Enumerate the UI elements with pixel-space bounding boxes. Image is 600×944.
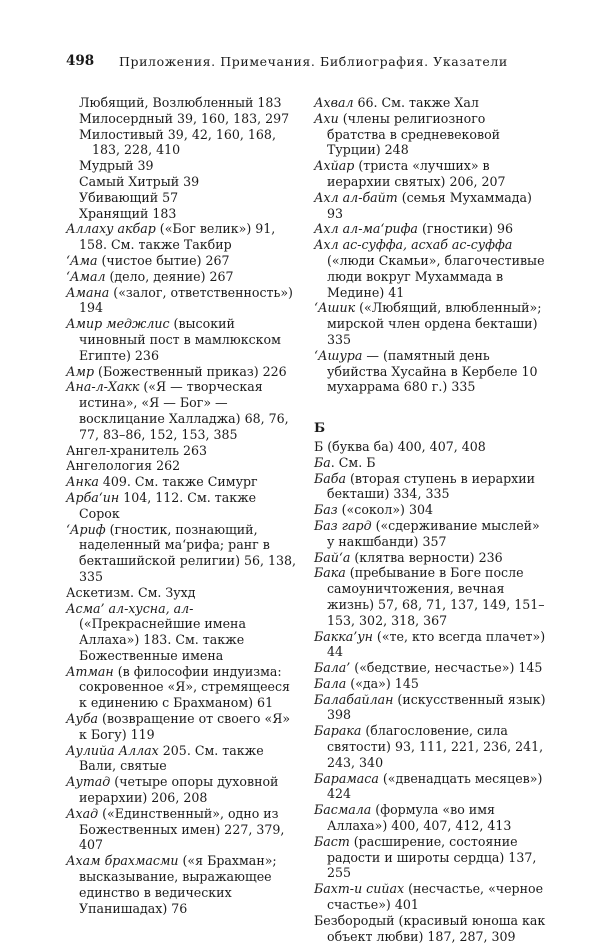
index-entry xyxy=(314,502,546,518)
index-text: 66. См. также Хал xyxy=(353,95,479,110)
index-text: Безбородый (красивый юноша как объект любви) 187, 287, 309 xyxy=(314,912,546,944)
index-text: Самый Хитрый 39 xyxy=(79,173,200,189)
index-entry xyxy=(314,348,546,395)
index-text: Ангел-хранитель 263 xyxy=(66,442,208,458)
index-term: Бала’ xyxy=(314,660,351,676)
index-entry xyxy=(66,490,298,522)
index-entry xyxy=(314,158,546,190)
index-term: Ба xyxy=(314,454,331,470)
section-letter: Б xyxy=(314,421,326,437)
index-text: (гностик, познающий, наделенный ма‘рифа; ранг в бекташийской религии) 56, 138, 335 xyxy=(79,521,297,584)
page-number: 498 xyxy=(66,53,95,69)
index-term: Ахл ал-байт xyxy=(314,189,398,205)
index-entry xyxy=(66,158,298,174)
index-entry xyxy=(314,771,546,803)
index-term: Амр xyxy=(66,363,95,379)
index-term: ‘Ашура xyxy=(314,347,363,363)
index-entry xyxy=(314,723,546,770)
index-term: Бахт-и сийах xyxy=(314,881,405,897)
index-entry xyxy=(314,471,546,503)
index-entry xyxy=(66,111,298,127)
index-term: Басмала xyxy=(314,802,372,818)
index-entry xyxy=(314,190,546,222)
index-text: 409. См. также Симург xyxy=(98,474,258,490)
index-text: 205. См. также Вали, святые xyxy=(79,742,264,774)
index-text: («Бог велик») 91, 158. См. также Такбир xyxy=(79,221,276,253)
index-text: (семья Мухаммада) 93 xyxy=(327,189,532,221)
index-text: («Единственный», одно из Божественных имен) 227, 379, 407 xyxy=(79,805,285,853)
index-entry xyxy=(314,439,546,455)
index-text: («да») 145 xyxy=(346,675,419,691)
running-header xyxy=(66,53,534,73)
index-text: (пребывание в Боге после самоуничтожения, вечная жизнь) 57, 68, 71, 137, 149, 151–153, 302, 318, 367 xyxy=(327,565,545,628)
index-term: Бала xyxy=(314,675,347,691)
index-entry xyxy=(314,237,546,300)
index-text: 104, 112. См. также Сорок xyxy=(79,489,257,521)
index-term: Ахад xyxy=(66,805,99,821)
index-entry xyxy=(314,550,546,566)
index-text: (формула «во имя Аллаха») 400, 407, 412, 413 xyxy=(327,802,512,834)
index-entry xyxy=(66,458,298,474)
index-entry xyxy=(66,806,298,853)
index-text: (гностики) 96 xyxy=(417,221,514,237)
index-text: («Я — творческая истина», «Я — Бог» — восклицание Халладжа) 68, 76, 77, 83–86, 152, 153, 385 xyxy=(79,379,289,442)
index-entry xyxy=(314,881,546,913)
index-text: (Божественный приказ) 226 xyxy=(94,363,287,379)
index-entry xyxy=(66,190,298,206)
right-column-a-entries xyxy=(314,95,546,395)
running-title: Приложения. Примечания. Библиография. Указатели xyxy=(119,54,508,69)
index-text: (клятва верности) 236 xyxy=(350,549,503,565)
index-text: . См. Б xyxy=(330,454,376,470)
index-entry xyxy=(66,95,298,111)
index-term: Баз xyxy=(314,502,338,518)
index-term: ‘Ариф xyxy=(66,521,106,537)
index-entry xyxy=(314,565,546,628)
index-term: Аллаху акбар xyxy=(66,221,156,237)
index-text: («Прекраснейшие имена Аллаха») 183. См. также Божественные имена xyxy=(79,616,246,663)
index-entry xyxy=(66,474,298,490)
right-column-b-entries xyxy=(314,439,546,944)
index-entry xyxy=(314,913,546,944)
index-text: (искусственный язык) 398 xyxy=(327,691,546,723)
index-text: («сдерживание мыслей» у накшбанди) 357 xyxy=(327,517,540,549)
index-text: (возвращение от своего «Я» к Богу) 119 xyxy=(79,711,291,742)
index-entry xyxy=(66,285,298,317)
index-entry xyxy=(314,834,546,881)
index-entry xyxy=(66,174,298,190)
index-text: Милостивый 39, 42, 160, 168, 183, 228, 410 xyxy=(79,126,276,158)
index-term: Баз гард xyxy=(314,517,372,533)
index-text: (триста «лучших» в иерархии святых) 206, 207 xyxy=(327,158,506,189)
index-term: Ахвал xyxy=(314,95,354,110)
index-text: Б (буква ба) 400, 407, 408 xyxy=(314,438,486,454)
index-term: Барамаса xyxy=(314,770,379,786)
index-text: Аскетизм. См. Зухд xyxy=(66,584,196,600)
index-term: Ахйар xyxy=(314,158,355,174)
index-term: Ана-л-Хакк xyxy=(66,379,140,395)
index-term: Бакка’ун xyxy=(314,628,373,644)
index-term: Амир меджлис xyxy=(66,316,170,332)
index-text: («двенадцать месяцев») 424 xyxy=(327,770,543,802)
index-text: Хранящий 183 xyxy=(79,205,177,221)
index-term: Барака xyxy=(314,723,362,739)
right-column xyxy=(314,95,546,944)
index-term: Атман xyxy=(66,663,114,679)
index-entry xyxy=(314,629,546,661)
index-text: (чистое бытие) 267 xyxy=(97,252,230,268)
index-text: (вторая ступень в иерархии бекташи) 334, 335 xyxy=(327,470,536,502)
index-term: Амана xyxy=(66,284,110,300)
index-text: («сокол») 304 xyxy=(337,502,434,518)
index-term: Ахам брахмасми xyxy=(66,853,179,869)
index-entry xyxy=(66,127,298,159)
index-entry xyxy=(66,379,298,442)
index-entry xyxy=(66,853,298,916)
index-term: ‘Ама xyxy=(66,252,98,268)
index-text: (члены религиозного братства в средневековой Турции) 248 xyxy=(327,110,501,158)
index-term: Балабайлан xyxy=(314,691,394,707)
index-entry xyxy=(66,443,298,459)
index-entry xyxy=(314,802,546,834)
index-entry xyxy=(314,111,546,158)
index-term: Ахл ал-ма‘рифа xyxy=(314,221,418,237)
index-term: Бака xyxy=(314,565,346,581)
index-term: ‘Ашик xyxy=(314,300,356,316)
index-term: ‘Амал xyxy=(66,268,106,284)
index-entry xyxy=(66,601,298,664)
index-entry xyxy=(314,692,546,724)
index-text: Убивающий 57 xyxy=(79,189,179,205)
index-text: (несчастье, «черное счастье») 401 xyxy=(327,881,544,913)
index-term: Анка xyxy=(66,474,99,490)
index-term: Ахл ас-суффа, асхаб ас-суффа xyxy=(314,237,513,253)
index-text: («я Брахман»; высказывание, выражающее единство в ведических Упанишадах) 76 xyxy=(79,853,277,916)
index-term: Арба‘ин xyxy=(66,489,120,505)
index-term: Бай‘а xyxy=(314,549,351,565)
index-text: («Любящий, влюбленный»; мирской член ордена бекташи) 335 xyxy=(327,300,542,347)
index-entry xyxy=(66,664,298,711)
index-text: («бедствие, несчастье») 145 xyxy=(350,660,543,676)
index-text: (четыре опоры духовной иерархии) 206, 208 xyxy=(79,774,279,806)
index-entry xyxy=(66,774,298,806)
index-entry xyxy=(66,253,298,269)
index-term: Аутад xyxy=(66,774,111,790)
index-entry xyxy=(66,711,298,743)
index-entry xyxy=(314,455,546,471)
index-term: Баст xyxy=(314,833,350,849)
index-entry xyxy=(314,300,546,347)
index-text: («залог, ответственность») 194 xyxy=(79,284,293,316)
index-entry xyxy=(66,585,298,601)
left-column xyxy=(66,95,298,916)
index-text: (высокий чиновный пост в мамлюкском Египте) 236 xyxy=(79,316,281,363)
index-term: Ауба xyxy=(66,711,99,727)
index-entry xyxy=(314,518,546,550)
index-text: Любящий, Возлюбленный 183 xyxy=(79,95,282,110)
index-entry xyxy=(314,221,546,237)
index-text: (расширение, состояние радости и широты сердца) 137, 255 xyxy=(327,833,537,881)
index-text: («люди Скамьи», благочестивые люди вокруг Мухаммада в Медине) 41 xyxy=(327,252,545,300)
index-term: Баба xyxy=(314,470,346,486)
index-text: («те, кто всегда плачет») 44 xyxy=(327,628,546,660)
index-text: (дело, деяние) 267 xyxy=(105,268,234,284)
index-text: Ангелология 262 xyxy=(66,458,181,474)
index-entry xyxy=(66,206,298,222)
index-entry xyxy=(66,522,298,585)
index-text: Милосердный 39, 160, 183, 297 xyxy=(79,110,290,126)
index-text: — (памятный день убийства Хусайна в Кербеле 10 мухаррама 680 г.) 335 xyxy=(327,347,538,395)
index-entry xyxy=(66,221,298,253)
index-entry xyxy=(314,676,546,692)
index-entry xyxy=(314,660,546,676)
index-entry xyxy=(66,316,298,363)
index-entry xyxy=(66,743,298,775)
index-text: (благословение, сила святости) 93, 111, 221, 236, 241, 243, 340 xyxy=(327,723,544,770)
index-entry xyxy=(314,95,546,111)
index-text: Мудрый 39 xyxy=(79,158,154,174)
index-term: Ахи xyxy=(314,110,339,126)
index-entry xyxy=(66,364,298,380)
index-entry xyxy=(66,269,298,285)
index-term: Аулийа Аллах xyxy=(66,742,159,758)
index-term: Асма’ ал-хусна, ал- xyxy=(66,600,194,616)
index-text: (в философии индуизма: сокровенное «Я», стремящееся к единению с Брахманом) 61 xyxy=(79,663,290,711)
